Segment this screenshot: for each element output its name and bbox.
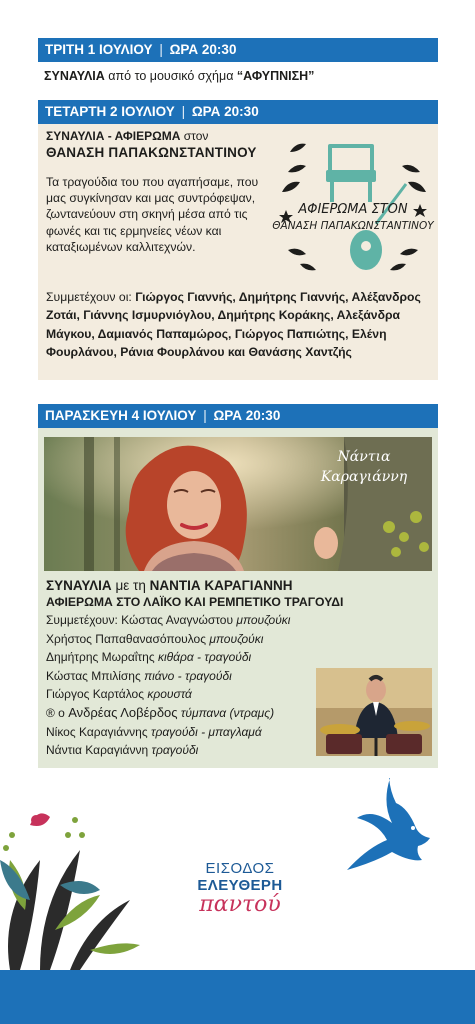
musician-instrument: τραγούδι [151,743,199,758]
musician-name: Κώστας Μπιλίσης [46,668,141,683]
friday-time: ΩΡΑ 20:30 [213,408,281,423]
list-item [46,741,290,760]
musician-name: Κώστας Αναγνώστου [121,613,234,627]
tuesday-time: ΩΡΑ 20:30 [169,42,237,57]
wednesday-header-bar [38,100,438,124]
musician-instrument: τραγούδι - μπαγλαμά [150,724,262,739]
tuesday-concert-group: “ΑΦΥΠΝΙΣΗ” [236,69,315,83]
tuesday-header-bar [38,38,438,62]
singer-photo [44,437,432,571]
wednesday-time: ΩΡΑ 20:30 [191,104,259,119]
wednesday-title-line1 [46,129,208,143]
friday-title-bold2: ΝΑΝΤΙΑ ΚΑΡΑΓΙΑΝΝΗ [149,578,293,593]
list-item [46,611,290,630]
wednesday-description: Τα τραγούδια του που αγαπήσαμε, που μας συγκίνησαν και μας συντρόφεψαν, ζωντανεύουν στη σκηνή μέσα από τις φωνές και τις ερμηνείες νέων και καταξιωμένων καλλιτεχνών. [46,175,259,254]
wednesday-participants [46,288,434,362]
friday-title-mid: με τη [115,578,146,593]
drummer-photo-image [316,668,432,756]
musician-name: Νάντια Καραγιάννη [46,743,149,758]
tuesday-day: ΤΡΙΤΗ 1 ΙΟΥΛΙΟΥ [45,42,153,57]
wednesday-day: ΤΕΤΑΡΤΗ 2 ΙΟΥΛΙΟΥ [45,104,175,119]
photo-caption-line2: Καραγιάννη [320,469,408,485]
list-item [46,630,290,649]
musician-prefix: ® ο [46,705,65,720]
participants-label: Συμμετέχουν: [46,613,118,627]
musician-instrument: πιάνο - τραγούδι [144,668,232,683]
musician-name: Ανδρέας Λοβέρδος [68,704,178,720]
friday-header-bar [38,404,438,428]
musician-name: Δημήτρης Μωραΐτης [46,650,155,665]
tuesday-concert-label: ΣΥΝΑΥΛΙΑ [44,69,105,83]
footer-bar [0,970,475,1024]
list-item [46,648,290,667]
friday-title-bold1: ΣΥΝΑΥΛΙΑ [46,578,112,593]
tuesday-concert-mid: από το μουσικό σχήμα [108,69,234,83]
list-item [46,685,290,704]
musician-instrument: μπουζούκι [209,631,264,646]
header-separator: | [203,408,207,423]
wednesday-participants-names: Γιώργος Γιαννής, Δημήτρης Γιαννής, Αλέξανδρος Ζοτάι, Γιάννης Ισμυρνιόγλου, Δημήτρης Κοράκης, Αλεξάνδρα Μάγκου, Δαμιανός Παπαμώρος, Γιώργος Παπιώτης, Ελένη Φουρλάνου, Ράνια Φουρλάνου και Θανάσης Χαντζής [46,290,421,360]
emblem-text-line2: ΘΑΝΑΣΗ ΠΑΠΑΚΩΝΣΤΑΝΤΙΝΟΥ [272,220,434,232]
drummer-photo [316,668,432,756]
friday-subtitle: ΑΦΙΕΡΩΜΑ ΣΤΟ ΛΑΪΚΟ ΚΑΙ ΡΕΜΠΕΤΙΚΟ ΤΡΑΓΟΥΔΙ [46,595,344,609]
free-entry-badge [160,860,320,917]
musician-name: Γιώργος Καρτάλος [46,687,144,702]
wednesday-honoree: ΘΑΝΑΣΗ ΠΑΠΑΚΩΝΣΤΑΝΤΙΝΟΥ [46,145,257,160]
blue-bird-illustration [345,778,435,873]
musician-instrument: τύμπανα (ντραμς) [180,705,275,720]
list-item [46,704,290,723]
friday-title [46,578,292,593]
photo-caption-line1: Νάντια [337,449,391,465]
list-item [46,723,290,742]
wednesday-title-bold: ΣΥΝΑΥΛΙΑ - ΑΦΙΕΡΩΜΑ [46,129,181,143]
wednesday-card [38,124,438,380]
header-separator: | [181,104,186,119]
entry-line2: ΕΛΕΥΘΕΡΗ [197,877,283,894]
entry-line1: ΕΙΣΟΔΟΣ [205,860,275,877]
musician-instrument: κιθάρα - τραγούδι [157,650,252,665]
singer-photo-caption [309,447,419,487]
emblem-text-line1: ΑΦΙΕΡΩΜΑ ΣΤΟΝ [298,202,408,217]
tuesday-concert-line [44,69,314,83]
wednesday-title-rest: στον [183,129,209,143]
friday-day: ΠΑΡΑΣΚΕΥΗ 4 ΙΟΥΛΙΟΥ [45,408,197,423]
musician-instrument: κρουστά [147,687,192,702]
tribute-emblem-logo [268,132,438,282]
musician-name: Χρήστος Παπαθανασόπουλος [46,631,207,646]
entry-line3: παντού [199,892,281,917]
friday-musicians-list [46,611,290,760]
musician-name: Νίκος Καραγιάννης [46,724,148,739]
wednesday-participants-label: Συμμετέχουν οι: [46,290,132,304]
header-separator: | [159,42,163,57]
musician-instrument: μπουζούκι [236,613,291,627]
friday-card [38,428,438,768]
list-item [46,667,290,686]
